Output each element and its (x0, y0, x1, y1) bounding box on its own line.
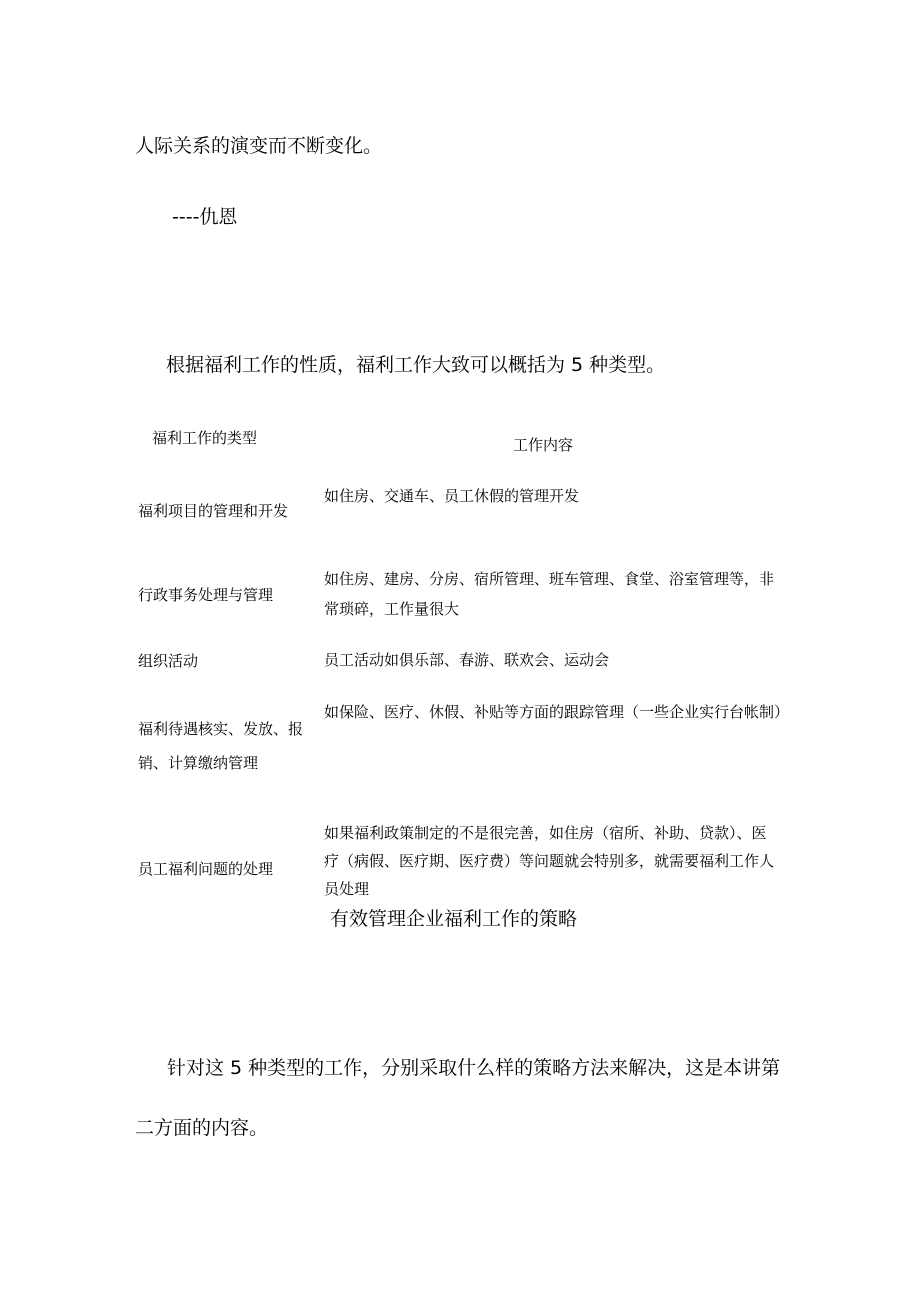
table-cell-content: 如保险、医疗、休假、补贴等方面的跟踪管理（一些企业实行台帐制） (324, 703, 790, 721)
intro-paragraph: 根据福利工作的性质，福利工作大致可以概括为 5 种类型。 (166, 354, 666, 376)
text-line: 人际关系的演变而不断变化。 (135, 135, 383, 157)
body-paragraph: 针对这 5 种类型的工作，分别采取什么样的策略方法来解决，这是本讲第二方面的内容。 (135, 1057, 781, 1139)
table-cell-content: 如住房、交通车、员工休假的管理开发 (324, 487, 580, 505)
quote-author: ----仇恩 (172, 206, 238, 228)
table-cell-type: 员工福利问题的处理 (138, 860, 274, 878)
table-cell-type: 行政事务处理与管理 (138, 586, 274, 604)
table-header-content: 工作内容 (513, 436, 574, 454)
table-cell-content: 员工活动如俱乐部、春游、联欢会、运动会 (324, 651, 610, 669)
table-header-type: 福利工作的类型 (152, 429, 258, 447)
table-cell-type: 福利待遇核实、发放、报销、计算缴纳管理 (138, 720, 304, 772)
table-cell-content: 如果福利政策制定的不是很完善，如住房（宿所、补助、贷款）、医疗（病假、医疗期、医疗费）等问题就会特别多，就需要福利工作人员处理 (324, 824, 775, 898)
table-cell-type: 福利项目的管理和开发 (138, 502, 289, 520)
table-cell-content: 如住房、建房、分房、宿所管理、班车管理、食堂、浴室管理等，非常琐碎，工作量很大 (324, 570, 775, 618)
table-cell-type: 组织活动 (138, 652, 199, 670)
section-heading: 有效管理企业福利工作的策略 (330, 908, 578, 930)
